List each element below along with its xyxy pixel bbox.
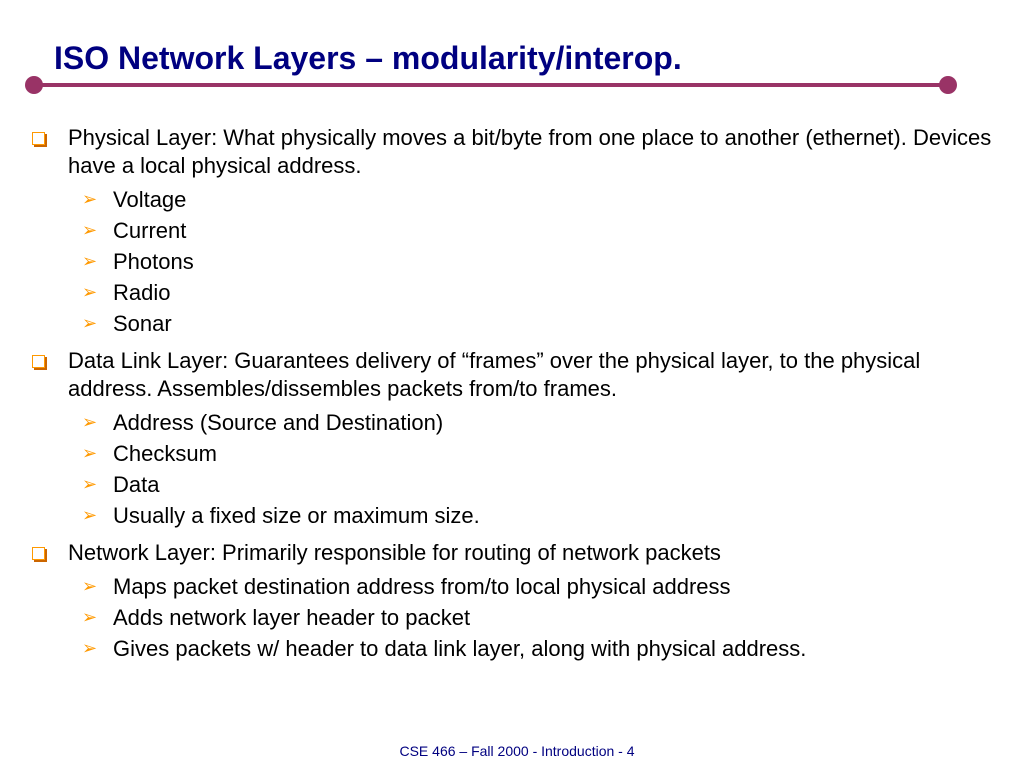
bullet-data-link-layer — [32, 347, 992, 403]
sub-bullet — [32, 438, 992, 469]
sub-bullet — [32, 308, 992, 339]
bullet-physical-layer — [32, 124, 992, 180]
sub-bullet-list — [32, 571, 992, 664]
arrowhead-icon: ➢ — [82, 474, 98, 494]
arrowhead-icon: ➢ — [82, 443, 98, 463]
arrowhead-icon: ➢ — [82, 251, 98, 271]
bullet-text: Data Link Layer: Guarantees delivery of “frames” over the physical layer, to the physical address. Assembles/dissembles packets from/to frames. — [68, 348, 921, 401]
bullet-network-layer — [32, 539, 992, 567]
arrowhead-icon: ➢ — [82, 412, 98, 432]
arrowhead-icon: ➢ — [82, 576, 98, 596]
sub-bullet — [32, 469, 992, 500]
arrowhead-icon: ➢ — [82, 505, 98, 525]
underline-right-dot — [939, 76, 957, 94]
sub-bullet-text: Current — [113, 218, 187, 243]
arrowhead-icon: ➢ — [82, 313, 98, 333]
arrowhead-icon: ➢ — [82, 189, 98, 209]
sub-bullet-list — [32, 407, 992, 531]
sub-bullet-text: Usually a fixed size or maximum size. — [113, 503, 480, 528]
sub-bullet-text: Address (Source and Destination) — [113, 410, 444, 435]
sub-bullet — [32, 184, 992, 215]
sub-bullet — [32, 277, 992, 308]
bullet-text: Network Layer: Primarily responsible for routing of network packets — [68, 540, 721, 565]
sub-bullet — [32, 500, 992, 531]
sub-bullet-text: Maps packet destination address from/to local physical address — [113, 574, 731, 599]
underline-left-dot — [25, 76, 43, 94]
sub-bullet-text: Gives packets w/ header to data link layer, along with physical address. — [113, 636, 807, 661]
sub-bullet — [32, 571, 992, 602]
sub-bullet-text: Checksum — [113, 441, 217, 466]
sub-bullet — [32, 246, 992, 277]
sub-bullet-text: Adds network layer header to packet — [113, 605, 471, 630]
slide-footer: CSE 466 – Fall 2000 - Introduction - 4 — [399, 743, 635, 759]
sub-bullet-text: Radio — [113, 280, 171, 305]
bullet-text: Physical Layer: What physically moves a bit/byte from one place to another (ethernet). Devices have a local physical address. — [68, 125, 992, 178]
slide-title: ISO Network Layers – modularity/interop. — [54, 40, 682, 76]
sub-bullet-text: Photons — [113, 249, 194, 274]
hollow-square-icon — [32, 547, 45, 560]
bullet-list — [32, 124, 992, 672]
sub-bullet-text: Sonar — [113, 311, 172, 336]
arrowhead-icon: ➢ — [82, 220, 98, 240]
sub-bullet-text: Voltage — [113, 187, 187, 212]
sub-bullet — [32, 633, 992, 664]
arrowhead-icon: ➢ — [82, 607, 98, 627]
sub-bullet-list — [32, 184, 992, 339]
arrowhead-icon: ➢ — [82, 282, 98, 302]
hollow-square-icon — [32, 355, 45, 368]
sub-bullet — [32, 215, 992, 246]
sub-bullet-text: Data — [113, 472, 160, 497]
title-underline — [34, 83, 948, 87]
hollow-square-icon — [32, 132, 45, 145]
arrowhead-icon: ➢ — [82, 638, 98, 658]
sub-bullet — [32, 407, 992, 438]
sub-bullet — [32, 602, 992, 633]
